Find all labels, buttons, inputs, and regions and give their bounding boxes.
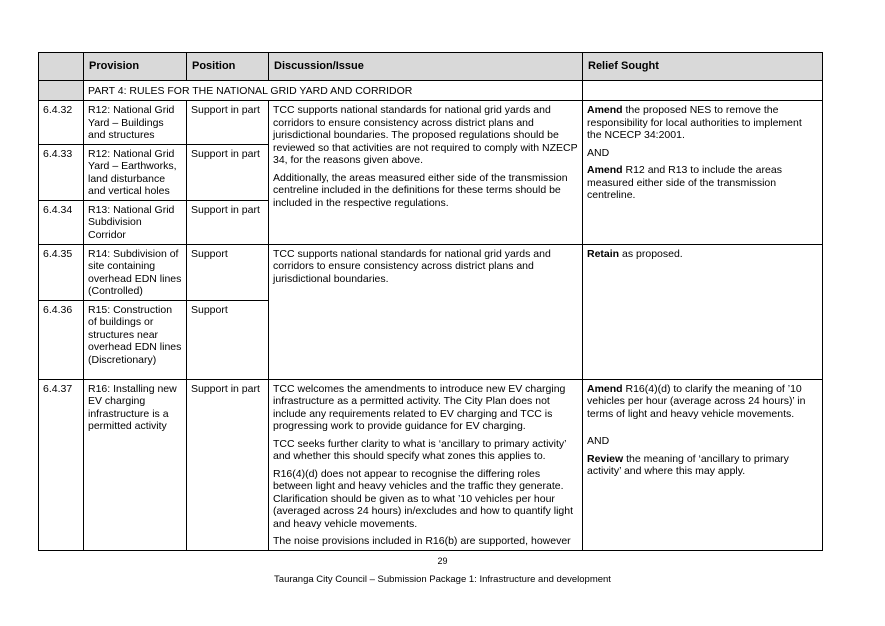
part-heading-relief-blank xyxy=(583,80,823,101)
discussion-paragraph: TCC supports national standards for national grid yards and corridors to ensure consistency across district plans and jurisdictional boundaries. The proposed regulations should be reviewed so that activities are not required to comply with NZECP 34, for the reasons given above. xyxy=(273,104,578,166)
relief-and: AND xyxy=(587,435,610,447)
header-provision: Provision xyxy=(84,53,187,81)
part-heading-blank xyxy=(39,80,84,101)
footer-text: Tauranga City Council – Submission Package 1: Infrastructure and development xyxy=(274,574,611,585)
row-relief xyxy=(583,379,823,550)
relief-text: R12 and R13 to include the areas measured either side of the transmission centreline. xyxy=(587,164,782,201)
relief-paragraph xyxy=(587,383,818,421)
relief-action: Retain xyxy=(587,247,620,260)
table-row xyxy=(39,244,823,300)
table-row xyxy=(39,379,823,550)
row-position: Support xyxy=(187,300,269,379)
relief-paragraph xyxy=(587,164,818,202)
relief-text: as proposed. xyxy=(619,247,683,260)
part-heading: PART 4: RULES FOR THE NATIONAL GRID YARD AND CORRIDOR xyxy=(84,80,583,101)
row-discussion: TCC supports national standards for national grid yards and corridors to ensure consistency across district plans and jurisdictional boundaries. xyxy=(269,244,583,379)
submission-table xyxy=(38,52,823,551)
discussion-paragraph: TCC seeks further clarity to what is ‘ancillary to primary activity’ and whether this should specify what zones this applies to. xyxy=(273,437,567,462)
row-provision: R14: Subdivision of site containing overhead EDN lines (Controlled) xyxy=(84,244,187,300)
row-position: Support in part xyxy=(187,379,269,550)
row-provision: R13: National Grid Subdivision Corridor xyxy=(84,200,187,244)
relief-text: the meaning of ‘ancillary to primary activity’ and where this may apply. xyxy=(587,452,789,477)
header-relief: Relief Sought xyxy=(583,53,823,81)
row-number: 6.4.32 xyxy=(39,101,84,145)
row-position: Support in part xyxy=(187,101,269,145)
discussion-paragraph: The noise provisions included in R16(b) are supported, however xyxy=(273,535,571,547)
row-number: 6.4.33 xyxy=(39,144,84,200)
relief-action: Amend xyxy=(587,382,623,395)
row-position: Support in part xyxy=(187,144,269,200)
row-provision: R12: National Grid Yard – Buildings and structures xyxy=(84,101,187,145)
relief-action: Amend xyxy=(587,164,623,176)
part-heading-row xyxy=(39,80,823,101)
row-number: 6.4.34 xyxy=(39,200,84,244)
page-number: 29 xyxy=(437,556,448,566)
header-number xyxy=(39,53,84,81)
header-position: Position xyxy=(187,53,269,81)
relief-spacer xyxy=(587,425,818,435)
relief-paragraph xyxy=(587,453,818,478)
header-discussion: Discussion/Issue xyxy=(269,53,583,81)
discussion-paragraph: Additionally, the areas measured either side of the transmission centreline included in the definitions for these terms should be included in the respective regulations. xyxy=(273,171,568,209)
row-position: Support xyxy=(187,244,269,300)
relief-action: Amend xyxy=(587,104,623,116)
row-number: 6.4.35 xyxy=(39,244,84,300)
relief-text: the proposed NES to remove the responsibility for local authorities to implement the NCECP 34:2001. xyxy=(587,104,802,141)
row-relief xyxy=(583,101,823,245)
row-number: 6.4.37 xyxy=(39,379,84,550)
row-provision: R15: Construction of buildings or structures near overhead EDN lines (Discretionary) xyxy=(84,300,187,379)
row-provision: R12: National Grid Yard – Earthworks, land disturbance and vertical holes xyxy=(84,144,187,200)
row-position: Support in part xyxy=(187,200,269,244)
relief-text: R16(4)(d) to clarify the meaning of ’10 vehicles per hour (average across 24 hours)’ in terms of light and heavy vehicle movements. xyxy=(587,382,806,420)
row-discussion xyxy=(269,379,583,550)
row-discussion xyxy=(269,101,583,245)
row-number: 6.4.36 xyxy=(39,300,84,379)
relief-and: AND xyxy=(587,146,610,159)
discussion-paragraph: TCC welcomes the amendments to introduce new EV charging infrastructure as a permitted activity. The City Plan does not include any requirements related to EV charging and TCC is progressing work to provide guidance for EV charging. xyxy=(273,382,566,432)
table-header-row xyxy=(39,53,823,81)
row-relief xyxy=(583,244,823,379)
relief-action: Review xyxy=(587,452,624,465)
relief-paragraph xyxy=(587,104,818,142)
table-row xyxy=(39,101,823,145)
discussion-paragraph: R16(4)(d) does not appear to recognise the differing roles between light and heavy vehicles and the traffic they generate. Clarification should be given as to what ’10 vehicles per hour (averaged across 24 hours) in/excludes and how to quantify light and heavy vehicle movements. xyxy=(273,467,574,530)
row-provision: R16: Installing new EV charging infrastructure is a permitted activity xyxy=(84,379,187,550)
